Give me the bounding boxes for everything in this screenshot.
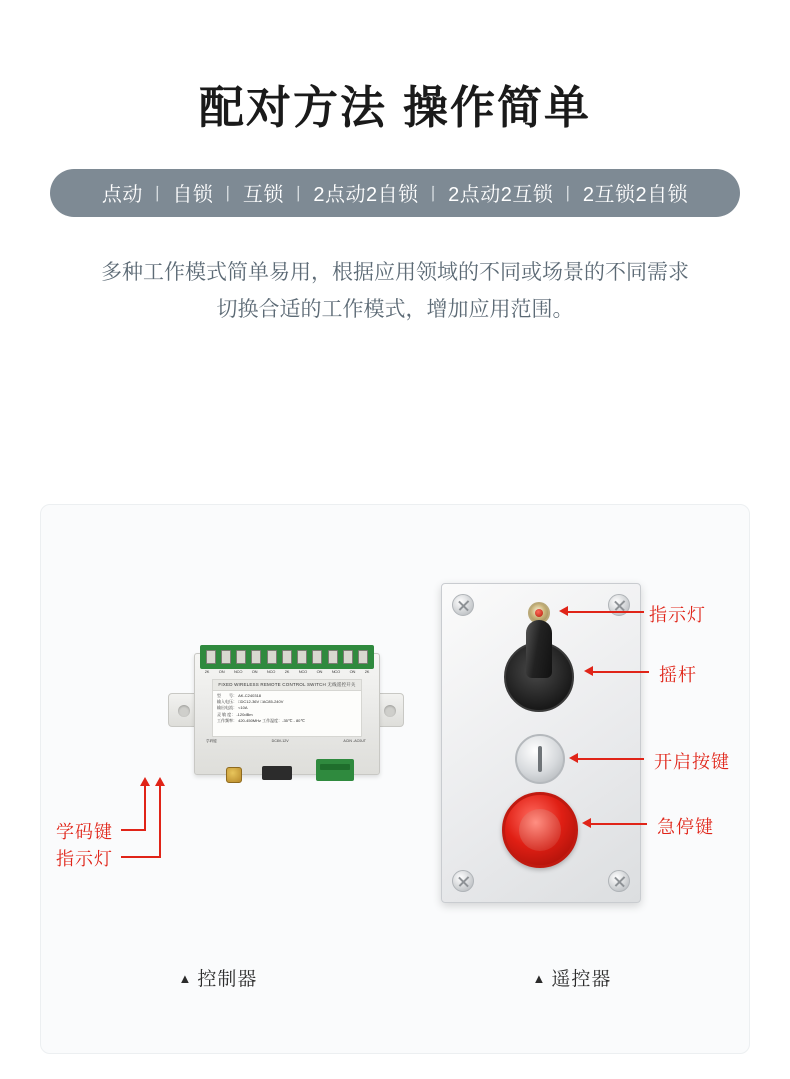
power-terminal-connector: [316, 759, 354, 781]
callout-label-start-button: 开启按键: [654, 752, 730, 772]
controller-terminal-labels: [200, 669, 374, 674]
mode-separator: 丨: [289, 185, 308, 205]
mode-item-2: 互锁: [242, 184, 284, 207]
mode-item-4: 2点动2互锁: [448, 184, 554, 207]
learn-button-connector: [262, 766, 292, 780]
caption-remote-text: 遥控器: [551, 969, 612, 990]
terminal-label: NCO: [298, 669, 308, 674]
terminal-screw: [297, 650, 307, 664]
mode-item-0: 点动: [101, 184, 143, 207]
callout-arrow-remote-indicator: [559, 606, 568, 616]
callout-line-start-button: [576, 758, 644, 760]
callout-line-joystick: [591, 671, 649, 673]
controller-bottom-label: DC8V-12V: [271, 739, 289, 743]
callout-arrow-learn-key: [140, 777, 150, 786]
callout-line-estop: [589, 823, 647, 825]
callout-connector-indicator: [121, 856, 161, 858]
terminal-screw: [328, 650, 338, 664]
terminal-label: ON: [349, 669, 356, 674]
terminal-label: 2K: [204, 669, 210, 674]
controller-spec-line: 输出电流： <10A: [217, 705, 248, 711]
mode-separator: 丨: [424, 185, 443, 205]
terminal-screw: [236, 650, 246, 664]
callout-arrow-start-button: [569, 753, 578, 763]
controller-bottom-labels: [206, 739, 366, 744]
mode-item-1: 自锁: [172, 184, 214, 207]
callout-label-controller-indicator: 指示灯: [56, 849, 113, 869]
remote-device-illustration: [441, 583, 641, 903]
caption-controller-text: 控制器: [197, 969, 258, 990]
callout-label-estop: 急停键: [657, 817, 714, 837]
controller-spec-line: 工作频率： 420-450MHz 工作温度：-35℃ - 80℃: [217, 717, 305, 723]
controller-spec-line: 型 号： AK-C240318: [217, 693, 262, 698]
page-title-part2: 操作简单: [403, 82, 592, 133]
callout-line-learn-key: [144, 785, 146, 830]
subtitle-line-1: 多种工作模式简单易用，根据应用领域的不同或场景的不同需求: [101, 260, 689, 284]
terminal-label: 2K: [364, 669, 370, 674]
callout-arrow-joystick: [584, 666, 593, 676]
terminal-label: ON: [251, 669, 258, 674]
terminal-screw: [251, 650, 261, 664]
caption-controller: [41, 964, 395, 991]
subtitle: [35, 255, 755, 329]
terminal-screw: [267, 650, 277, 664]
mode-list-pill: [50, 169, 740, 217]
emergency-stop-button: [502, 792, 578, 868]
terminal-screw: [312, 650, 322, 664]
terminal-screw: [206, 650, 216, 664]
terminal-label: ON: [316, 669, 323, 674]
subtitle-line-2: 切换合适的工作模式，增加应用范围。: [216, 297, 574, 321]
page-title-part1: 配对方法: [198, 82, 387, 133]
triangle-marker-icon: ▲: [532, 971, 547, 986]
sma-antenna-connector: [226, 767, 242, 783]
terminal-screw: [282, 650, 292, 664]
triangle-marker-icon: ▲: [178, 971, 193, 986]
screw-icon: [608, 870, 630, 892]
device-captions: [41, 964, 749, 991]
screw-icon: [452, 594, 474, 616]
callout-connector-learn-key: [121, 829, 146, 831]
page-title: [0, 82, 790, 134]
start-push-button: [515, 734, 565, 784]
mode-separator: 丨: [559, 185, 577, 205]
controller-spec-line: 输入电压： □DC12-36V □AC85-240V: [217, 699, 284, 705]
screw-icon: [452, 870, 474, 892]
controller-bottom-label: 学码键: [206, 739, 217, 743]
callout-line-indicator: [159, 785, 161, 857]
joystick-lever: [526, 620, 552, 678]
terminal-screw: [358, 650, 368, 664]
mode-item-3: 2点动2自锁: [313, 184, 419, 207]
controller-spec-label: [212, 679, 362, 737]
caption-remote: [395, 964, 749, 991]
mode-item-5: 2互锁2自锁: [582, 184, 689, 207]
mode-separator: 丨: [219, 185, 237, 205]
callout-arrow-indicator: [155, 777, 165, 786]
terminal-label: NCO: [266, 669, 276, 674]
product-image-card: [40, 504, 750, 1054]
terminal-label: NCO: [233, 669, 243, 674]
controller-bottom-label: ACIN -AC0UT: [343, 739, 366, 743]
terminal-label: NCO: [331, 669, 341, 674]
controller-spec-line: 灵 敏 度： -120dBm: [217, 711, 253, 717]
callout-arrow-estop: [582, 818, 591, 828]
controller-label-title: FIXED WIRELESS REMOTE CONTROL SWITCH 无线遥控开关: [213, 680, 361, 691]
controller-device-illustration: [166, 635, 406, 795]
callout-label-joystick: 摇杆: [659, 665, 697, 685]
callout-line-remote-indicator: [566, 611, 644, 613]
terminal-screw: [221, 650, 231, 664]
terminal-label: ON: [218, 669, 225, 674]
controller-terminal-strip: [200, 645, 374, 669]
mode-separator: 丨: [148, 185, 167, 205]
terminal-label: 2K: [284, 669, 290, 674]
callout-label-remote-indicator: 指示灯: [649, 605, 706, 625]
callout-label-learn-key: 学码键: [56, 822, 113, 842]
terminal-screw: [343, 650, 353, 664]
